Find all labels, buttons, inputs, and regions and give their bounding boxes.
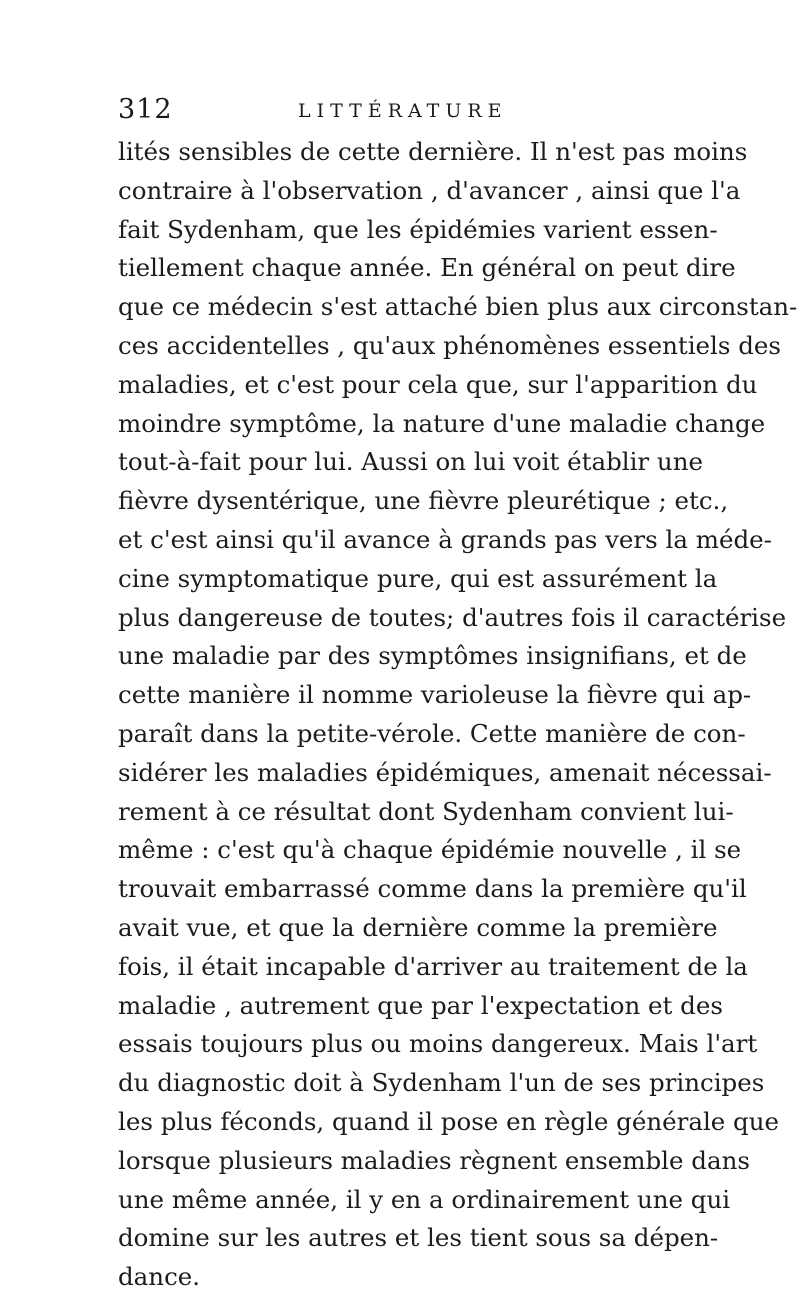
text-line: maladies, et c'est pour cela que, sur l'apparition du [118, 369, 758, 399]
text-line: avait vue, et que la dernière comme la première [118, 912, 718, 942]
text-line: cine symptomatique pure, qui est assurément la [118, 563, 718, 593]
text-line: rement à ce résultat dont Sydenham convient lui- [118, 796, 734, 826]
text-line: lités sensibles de cette dernière. Il n'est pas moins [118, 137, 748, 166]
text-line: fait Sydenham, que les épidémies varient essen- [118, 214, 718, 244]
text-line: contraire à l'observation , d'avancer , ainsi que l'a [118, 175, 741, 205]
text-line: plus dangereuse de toutes; d'autres fois il caractérise [118, 602, 787, 632]
text-line: domine sur les autres et les tient sous sa dépen- [118, 1223, 719, 1253]
text-line: ces accidentelles , qu'aux phénomènes essentiels des [118, 330, 781, 360]
text-line: lorsque plusieurs maladies règnent ensemble dans [118, 1145, 750, 1175]
text-line: même : c'est qu'à chaque épidémie nouvelle , il se [118, 835, 742, 865]
text-line: cette manière il nomme varioleuse la fièvre qui ap- [118, 680, 752, 710]
text-line: une maladie par des symptômes insignifians, et de [118, 641, 747, 671]
text-line: du diagnostic doit à Sydenham l'un de ses principes [118, 1068, 765, 1098]
text-line: trouvait embarrassé comme dans la première qu'il [118, 874, 747, 904]
page-number: 312 [118, 94, 173, 125]
running-head: LITTÉRATURE [298, 100, 508, 122]
text-line: fois, il était incapable d'arriver au traitement de la [118, 951, 748, 981]
text-line: une même année, il y en a ordinairement une qui [118, 1184, 731, 1214]
text-line: et c'est ainsi qu'il avance à grands pas vers la méde- [118, 524, 772, 554]
text-line: paraît dans la petite-vérole. Cette manière de con- [118, 718, 746, 748]
text-line: sidérer les maladies épidémiques, amenait nécessai- [118, 757, 772, 787]
text-line: dance. [118, 1262, 201, 1292]
text-line: les plus féconds, quand il pose en règle générale que [118, 1106, 780, 1136]
text-line: moindre symptôme, la nature d'une maladie change [118, 408, 766, 438]
text-line: maladie , autrement que par l'expectation et des [118, 990, 723, 1020]
text-line: tiellement chaque année. En général on peut dire [118, 253, 736, 283]
page-header [118, 90, 678, 130]
text-line: tout-à-fait pour lui. Aussi on lui voit établir une [118, 447, 703, 477]
text-line: que ce médecin s'est attaché bien plus aux circonstan- [118, 292, 798, 322]
text-line: essais toujours plus ou moins dangereux. Mais l'art [118, 1029, 758, 1059]
text-line: fièvre dysentérique, une fièvre pleurétique ; etc., [118, 486, 729, 516]
body-text [118, 133, 798, 1297]
